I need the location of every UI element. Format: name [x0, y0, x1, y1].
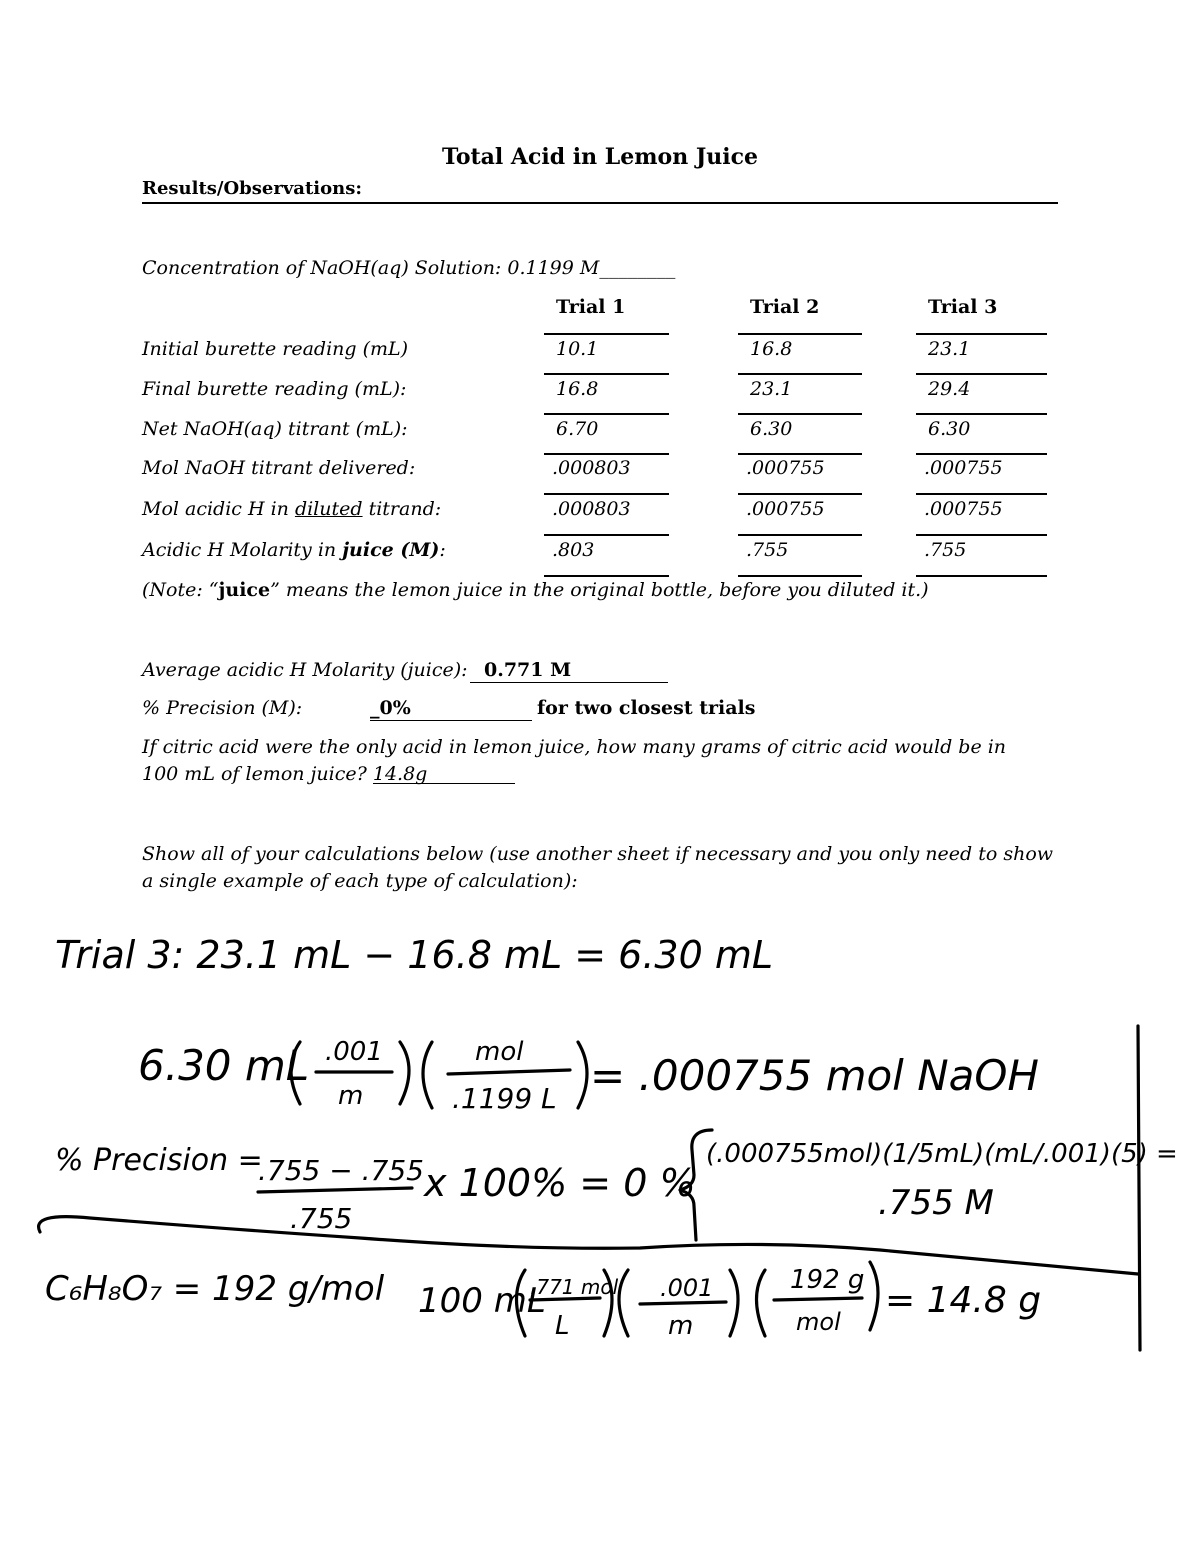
header-trial-2: Trial 2 — [750, 296, 820, 318]
row-label-net: Net NaOH(aq) titrant (mL): — [142, 418, 408, 440]
row-label-final: Final burette reading (mL): — [142, 378, 407, 400]
frac-bar — [774, 1298, 862, 1300]
hw-mol-result: = .000755 mol NaOH — [590, 1051, 1039, 1100]
average-value: 0.771 M — [470, 659, 668, 683]
right-border-stroke — [1138, 1026, 1140, 1350]
cell-mol-naoh-t1: .000803 — [552, 457, 631, 479]
hw-precision-top: .755 − .755 — [258, 1154, 424, 1187]
divider-stroke — [39, 1217, 1138, 1274]
hw-mass-start: 100 mL — [418, 1281, 546, 1321]
precision-suffix: for two closest trials — [537, 697, 756, 719]
hw-formula: C₆H₈O₇ = 192 g/mol — [45, 1269, 385, 1309]
paren — [423, 1042, 432, 1108]
cell-initial-t1: 10.1 — [556, 338, 599, 360]
cell-final-t3: 29.4 — [928, 378, 971, 400]
precision-value: _0% — [370, 697, 532, 721]
paren — [619, 1270, 628, 1336]
hw-m2-bot: m — [668, 1311, 694, 1341]
row-label-mol-naoh: Mol NaOH titrant delivered: — [142, 457, 416, 479]
precision-label: % Precision (M): — [142, 697, 303, 719]
citric-question-line1: If citric acid were the only acid in lemon juice, how many grams of citric acid would be in — [142, 736, 1007, 758]
header-trial-3: Trial 3 — [928, 296, 998, 318]
frac-bar — [530, 1298, 600, 1300]
frac-bar — [640, 1302, 726, 1304]
calc-instructions-line2: a single example of each type of calculation): — [142, 870, 578, 892]
cell-initial-t3: 23.1 — [928, 338, 971, 360]
cell-molarity-t1: .803 — [552, 539, 595, 561]
hw-precision-bot: .755 — [290, 1202, 353, 1235]
page-title: Total Acid in Lemon Juice — [441, 144, 759, 170]
cell-mol-naoh-t3: .000755 — [924, 457, 1003, 479]
paren — [870, 1262, 878, 1330]
frac-bar — [448, 1070, 570, 1074]
cell-net-t2: 6.30 — [750, 418, 793, 440]
cell-net-t3: 6.30 — [928, 418, 971, 440]
cell-mol-naoh-t2: .000755 — [746, 457, 825, 479]
paren — [400, 1042, 409, 1104]
cell-mol-acidic-t3: .000755 — [924, 498, 1003, 520]
row-label-initial: Initial burette reading (mL) — [142, 338, 409, 360]
hw-brace-result: .755 M — [878, 1183, 994, 1223]
hw-m3-bot: mol — [796, 1308, 841, 1336]
row-label-mol-acidic: Mol acidic H in diluted titrand: — [142, 498, 442, 520]
cell-final-t2: 23.1 — [750, 378, 793, 400]
cell-final-t1: 16.8 — [556, 378, 599, 400]
cell-net-t1: 6.70 — [556, 418, 599, 440]
hw-frac1-bot: m — [338, 1081, 364, 1111]
hw-m3-top: 192 g — [790, 1265, 865, 1295]
hw-trial-line: Trial 3: 23.1 mL − 16.8 mL = 6.30 mL — [55, 933, 774, 977]
hw-frac1-top: .001 — [325, 1037, 383, 1067]
cell-mol-acidic-t1: .000803 — [552, 498, 631, 520]
citric-question-line2: 100 mL of lemon juice? 14.8g — [142, 763, 515, 785]
naoh-concentration: Concentration of NaOH(aq) Solution: 0.1199 M________ — [142, 257, 676, 279]
hw-precision-label: % Precision = — [55, 1143, 263, 1178]
hw-mol-start: 6.30 mL — [138, 1041, 310, 1090]
paren — [730, 1270, 738, 1336]
paren — [757, 1270, 766, 1336]
hw-frac2-top: mol — [475, 1037, 524, 1067]
hw-precision-result: x 100% = 0 % — [424, 1161, 696, 1205]
cell-molarity-t3: .755 — [924, 539, 967, 561]
average-label: Average acidic H Molarity (juice): — [142, 659, 468, 681]
frac-bar — [258, 1188, 412, 1192]
hw-mass-result: = 14.8 g — [885, 1280, 1042, 1321]
hw-m2-top: .001 — [660, 1274, 714, 1302]
hw-frac2-bot: .1199 L — [452, 1082, 557, 1115]
cell-initial-t2: 16.8 — [750, 338, 793, 360]
juice-note: (Note: “juice” means the lemon juice in the original bottle, before you diluted it.) — [142, 579, 929, 601]
header-trial-1: Trial 1 — [556, 296, 626, 318]
hw-brace-expr: (.000755mol)(1/5mL)(mL/.001)(5) = — [706, 1139, 1178, 1169]
calc-instructions-line1: Show all of your calculations below (use another sheet if necessary and you only need to show — [142, 843, 1054, 865]
row-label-molarity: Acidic H Molarity in juice (M): — [142, 539, 446, 561]
hw-m1-top: .771 mol — [530, 1275, 619, 1299]
hw-m1-bot: L — [555, 1311, 570, 1341]
cell-mol-acidic-t2: .000755 — [746, 498, 825, 520]
results-heading: Results/Observations: — [142, 178, 362, 199]
cell-molarity-t2: .755 — [746, 539, 789, 561]
paren — [578, 1042, 587, 1108]
